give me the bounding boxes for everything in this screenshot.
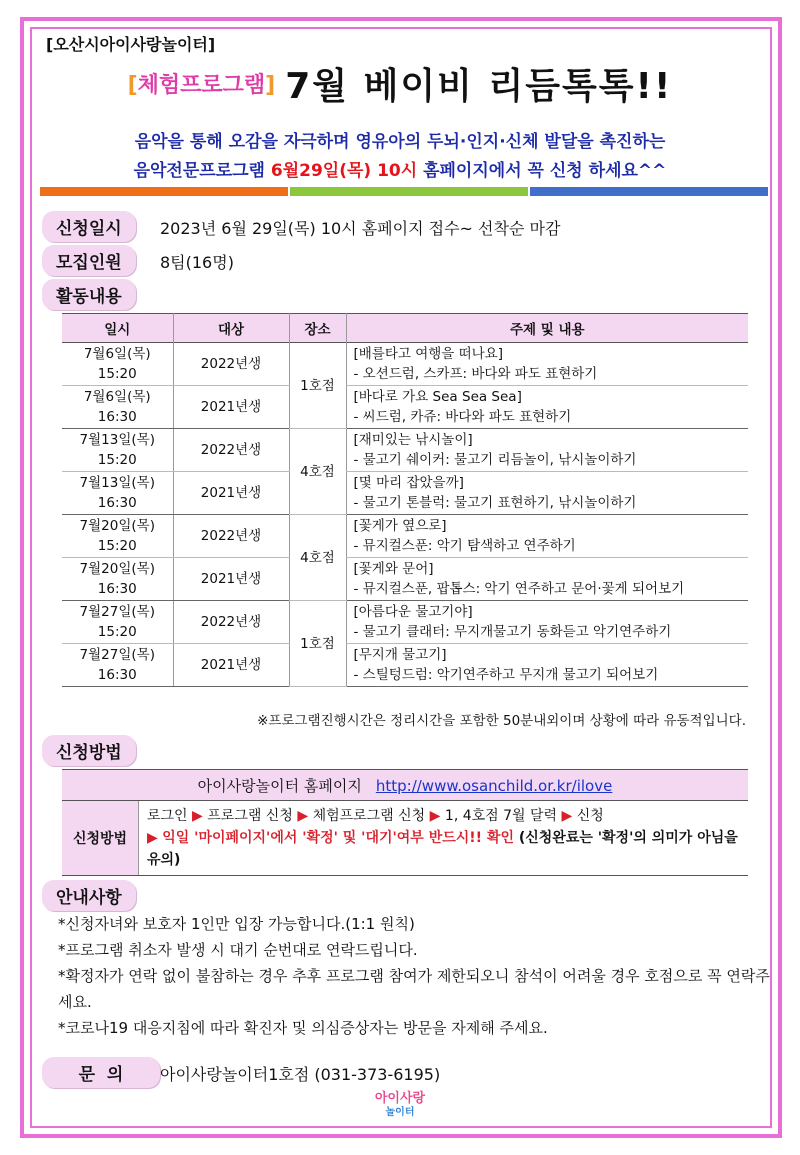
schedule-date: 7월6일(목) <box>83 389 151 405</box>
arrow-right-icon: ▶ <box>147 830 158 846</box>
apply-section-label: 신청방법 <box>42 735 136 766</box>
apply-method-row <box>62 801 748 876</box>
table-row <box>62 644 748 687</box>
schedule-topic: [무지개 물고기] <box>353 647 447 663</box>
schedule-target: 2022년생 <box>173 343 289 386</box>
schedule-detail: - 물고기 톤블럭: 물고기 표현하기, 낚시놀이하기 <box>353 495 637 511</box>
schedule-topic: [몇 마리 잡았을까] <box>353 475 464 491</box>
schedule-place: 1호점 <box>289 343 346 429</box>
schedule-detail: - 물고기 클래터: 무지개물고기 동화듣고 악기연주하기 <box>353 624 672 640</box>
schedule-place: 4호점 <box>289 429 346 515</box>
schedule-date-cell <box>62 429 173 472</box>
step-calendar: 1, 4호점 7월 달력 <box>444 808 558 824</box>
svg-text:아이사랑: 아이사랑 <box>374 1091 426 1106</box>
schedule-target: 2021년생 <box>173 386 289 429</box>
intro-line-2-date: 6월29일(목) 10시 <box>270 161 418 181</box>
schedule-content-cell <box>346 472 748 515</box>
schedule-date-cell <box>62 558 173 601</box>
schedule-detail: - 뮤지컬스푼, 팝톱스: 악기 연주하고 문어·꽃게 되어보기 <box>353 581 685 597</box>
schedule-target: 2021년생 <box>173 644 289 687</box>
table-row <box>62 558 748 601</box>
schedule-content-cell <box>346 515 748 558</box>
schedule-date: 7월13일(목) <box>79 432 155 448</box>
schedule-header-place: 장소 <box>289 314 346 343</box>
activity-label: 활동내용 <box>42 279 136 310</box>
schedule-date: 7월27일(목) <box>79 647 155 663</box>
schedule-date: 7월20일(목) <box>79 518 155 534</box>
schedule-topic: [꽃게와 문어] <box>353 561 434 577</box>
confirm-note: (신청완료는 '확정'의 의미가 아님을 유의) <box>147 830 738 868</box>
intro-line-2-a: 음악전문프로그램 <box>133 161 271 181</box>
schedule-detail: - 씨드럼, 카쥬: 바다와 파도 표현하기 <box>353 409 572 425</box>
schedule-content-cell <box>346 644 748 687</box>
arrow-right-icon: ▶ <box>297 808 309 824</box>
schedule-header-row <box>62 314 748 343</box>
schedule-content-cell <box>346 386 748 429</box>
notice-item: *코로나19 대응지침에 따라 확진자 및 의심증상자는 방문을 자제해 주세요. <box>58 1019 548 1037</box>
schedule-target: 2021년생 <box>173 558 289 601</box>
schedule-time: 16:30 <box>97 581 137 597</box>
schedule-date-cell <box>62 386 173 429</box>
title-bracket-open: [ <box>127 73 138 98</box>
confirm-text: 익일 '마이페이지'에서 '확정' 및 '대기'여부 반드시!! 확인 <box>162 830 514 846</box>
intro-line-2-c: 홈페이지에서 꼭 신청 하세요^^ <box>417 161 667 181</box>
step-login: 로그인 <box>147 808 188 824</box>
arrow-right-icon: ▶ <box>192 808 203 824</box>
table-row <box>62 386 748 429</box>
schedule-topic: [바다로 가요 Sea Sea Sea] <box>353 389 522 405</box>
title-category: 체험프로그램 <box>137 73 266 98</box>
schedule-detail: - 뮤지컬스푼: 악기 탐색하고 연주하기 <box>353 538 576 554</box>
table-row <box>62 429 748 472</box>
intro-line-1: 음악을 통해 오감을 자극하며 영유아의 두뇌·인지·신체 발달을 촉진하는 <box>134 132 666 152</box>
schedule-content-cell <box>346 429 748 472</box>
step-apply: 신청 <box>576 808 604 824</box>
arrow-right-icon: ▶ <box>429 808 441 824</box>
apply-date-label: 신청일시 <box>42 211 136 242</box>
notice-list <box>58 911 770 1041</box>
schedule-date: 7월6일(목) <box>83 346 151 362</box>
page-title <box>0 58 800 109</box>
notice-item: *확정자가 연락 없이 불참하는 경우 추후 프로그램 참여가 제한되오니 참석이 어려울 경우 호점으로 꼭 연락주세요. <box>58 967 770 1011</box>
notice-item: *프로그램 취소자 발생 시 대기 순번대로 연락드립니다. <box>58 941 418 959</box>
table-row <box>62 515 748 558</box>
recruit-value: 8팀(16명) <box>160 253 234 272</box>
schedule-header-target: 대상 <box>173 314 289 343</box>
schedule-target: 2022년생 <box>173 515 289 558</box>
method-label: 신청방법 <box>62 801 139 876</box>
schedule-time: 16:30 <box>97 495 137 511</box>
schedule-date-cell <box>62 343 173 386</box>
schedule-topic: [꽃게가 옆으로] <box>353 518 447 534</box>
method-steps <box>139 801 749 876</box>
schedule-table <box>62 313 748 687</box>
schedule-date-cell <box>62 472 173 515</box>
schedule-header-date: 일시 <box>62 314 173 343</box>
homepage-link[interactable]: http://www.osanchild.or.kr/ilove <box>375 776 613 795</box>
schedule-time: 15:20 <box>97 538 137 554</box>
intro-line-2 <box>0 156 800 181</box>
apply-table <box>62 769 748 876</box>
schedule-time: 15:20 <box>97 452 137 468</box>
schedule-time: 16:30 <box>97 667 137 683</box>
table-row <box>62 601 748 644</box>
schedule-date: 7월20일(목) <box>79 561 155 577</box>
title-main: 7월 베이비 리듬톡톡!! <box>285 66 673 107</box>
schedule-topic: [재미있는 낚시놀이] <box>353 432 473 448</box>
schedule-content-cell <box>346 343 748 386</box>
apply-homepage-cell <box>62 770 748 801</box>
schedule-target: 2022년생 <box>173 429 289 472</box>
schedule-detail: - 물고기 쉐이커: 물고기 리듬놀이, 낚시놀이하기 <box>353 452 637 468</box>
svg-text:놀이터: 놀이터 <box>385 1107 415 1118</box>
divider-bar-orange <box>40 187 288 196</box>
schedule-content-cell <box>346 601 748 644</box>
schedule-date-cell <box>62 644 173 687</box>
contact-value: 아이사랑놀이터1호점 (031-373-6195) <box>160 1065 441 1084</box>
apply-date-value: 2023년 6월 29일(목) 10시 홈페이지 접수~ 선착순 마감 <box>160 219 561 238</box>
title-bracket-close: ] <box>265 73 276 98</box>
schedule-target: 2021년생 <box>173 472 289 515</box>
table-row <box>62 343 748 386</box>
ilove-playground-logo <box>360 1088 440 1120</box>
divider-bar-green <box>290 187 528 196</box>
schedule-date: 7월27일(목) <box>79 604 155 620</box>
schedule-place: 4호점 <box>289 515 346 601</box>
schedule-date-cell <box>62 515 173 558</box>
contact-label: 문 의 <box>42 1057 160 1088</box>
step-experience: 체험프로그램 신청 <box>312 808 426 824</box>
table-row <box>62 472 748 515</box>
schedule-topic: [아름다운 물고기야] <box>353 604 473 620</box>
schedule-content-cell <box>346 558 748 601</box>
arrow-right-icon: ▶ <box>561 808 573 824</box>
step-program: 프로그램 신청 <box>207 808 293 824</box>
recruit-label: 모집인원 <box>42 245 136 276</box>
schedule-place: 1호점 <box>289 601 346 687</box>
organization-label: [오산시아이사랑놀이터] <box>46 35 216 54</box>
notice-label: 안내사항 <box>42 880 136 911</box>
apply-homepage-row <box>62 770 748 801</box>
schedule-time: 16:30 <box>97 409 137 425</box>
schedule-note: ※프로그램진행시간은 정리시간을 포함한 50분내외이며 상황에 따라 유동적입니다. <box>257 713 746 729</box>
schedule-detail: - 오션드럼, 스카프: 바다와 파도 표현하기 <box>353 366 598 382</box>
schedule-time: 15:20 <box>97 624 137 640</box>
schedule-date-cell <box>62 601 173 644</box>
homepage-label: 아이사랑놀이터 홈페이지 <box>197 776 362 795</box>
schedule-target: 2022년생 <box>173 601 289 644</box>
notice-item: *신청자녀와 보호자 1인만 입장 가능합니다.(1:1 원칙) <box>58 915 415 933</box>
divider-bar-blue <box>530 187 768 196</box>
schedule-header-topic: 주제 및 내용 <box>346 314 748 343</box>
schedule-date: 7월13일(목) <box>79 475 155 491</box>
schedule-detail: - 스틸텅드럼: 악기연주하고 무지개 물고기 되어보기 <box>353 667 659 683</box>
schedule-topic: [배를타고 여행을 떠나요] <box>353 346 504 362</box>
schedule-time: 15:20 <box>97 366 137 382</box>
